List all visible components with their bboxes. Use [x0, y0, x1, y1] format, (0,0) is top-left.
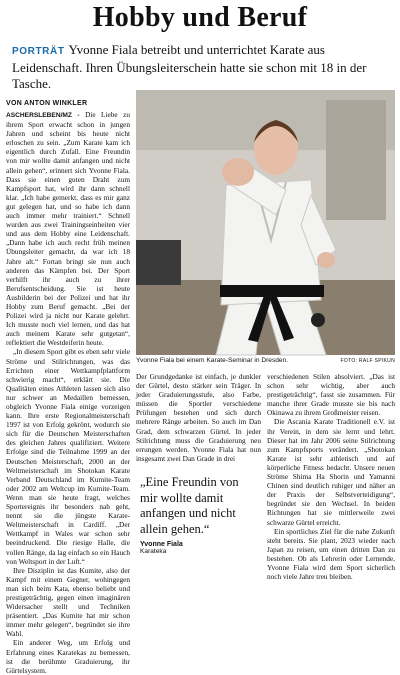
- article-paragraph: Ihre Disziplin ist das Kumite, also der Kampf mit einem Gegner, wohingegen man sich beim Kata, ebenso beliebt und prestigeträchtig, gegen einen imaginären Widersacher stellt und Techniken präsentiert. „Das Kumite hat mir schon immer mehr gelegen“, begründet sie ihre Wahl.: [6, 565, 130, 639]
- headline: Hobby und Beruf: [92, 2, 308, 33]
- lead-paragraph: [12, 42, 388, 92]
- author-byline: VON ANTON WINKLER: [6, 100, 88, 107]
- karateka-illustration: [136, 90, 395, 355]
- article-column-3: [267, 372, 395, 588]
- karate-photo: [136, 90, 395, 355]
- caption-text: Yvonne Fiala bei einem Karate-Seminar in Dresden.: [136, 357, 289, 364]
- photo-caption: [136, 356, 395, 368]
- quote-text: „Eine Freundin von mir wollte damit anfangen und nicht allein gehen.“: [140, 475, 239, 536]
- article-paragraph: Ein anderer Weg, um Erfolg und Erfahrung eines Karatekas zu bemessen, ist die berühmte Graduierung, ihr Gürtelsystem.: [6, 638, 130, 675]
- article-column-1: [6, 110, 131, 675]
- article-paragraph: Ein sportliches Ziel für die nahe Zukunft steht bereits. Sie plant, 2023 wieder nach Japan zu reisen, um einen dritten Dan zu bestehen. Ob als Lehrerin oder Lernende, Yvonne Fiala wird dem Sport sicherlich noch viele Jahre treu bleiben.: [267, 526, 395, 582]
- article-paragraph: „In diesem Sport gibt es eben sehr viele Ströme und Stilrichtungen, was das Errichten einer Wettkampfplattform schwierig macht“, erklärt sie. Die Qualitäten eines Athleten lassen sich also nur schwer an Medaillen bemessen, obgleich Yvonne Fiala einige vorzeigen kann. Ihre erste Regionalmeisterschaft 1997 ist von Erfolg gekrönt, wodurch sie sich für die Deutschen Meisterschaften des gleichen Jahres qualifiziert. Weitere Erfolge sind die Teilnahme 1999 an der Deutschen Meisterschaft, 2000 an der Weltmeisterschaft im Shotokan Karate Verband Deutschland im Kumite-Team oder 2002 am Weltcup im Kumite-Team. Wenn man sie heute fragt, welches Sportereignis ihr besonders nah geht, nennt sie die jüngste Karate-Weltmeisterschaft in Cardiff. „Der Wettkampf in Wales war schon sehr beeindruckend. Die riesige Halle, die vollen Ränge, da lag einfach so ein Hauch von Weltsport in der Luft.“: [6, 347, 130, 566]
- club-patch-icon: [311, 313, 325, 327]
- article-paragraph: Die Ascania Karate Traditionell e.V. ist ihr Verein, in dem sie lernt und lehrt. Dieser hat im Jahr 2006 seine Stilrichtung zum Kampfsports verändert. „Shotokan Karate ist sehr athletisch und auf körperliche Fitness bedacht. Unsere neuen Ströme Shima Ha Shorin und Yamanni Chinen sind deutlich ruhiger und näher an der Praxis der Selbstverteidigung“, begründet sie den Wechsel. In beiden Richtungen hat sie mittlerweile zwei schwarze Gürtel erreicht.: [267, 417, 395, 527]
- quote-name: Yvonne Fiala: [140, 541, 183, 548]
- article-paragraph: ASCHERSLEBEN/MZ - Die Liebe zu ihrem Sport erwacht schon in jungen Jahren und scheint bis heute nicht erloschen zu sein. „Zum Karate kam ich eigentlich durch Zufall. Eine Freundin von mir wollte damit anfangen und nicht allein gehen“, erinnert sich Yvonne Fiala. Dass sie einen guten Draht zum Kampfsport hat, wird ihr dann schnell klar. „Ich habe gemerkt, dass es mir ganz gut gelegen hat, und so habe ich dann auch immer mehr trainiert.“ Schnell wurden aus zwei Trainingseinheiten vier und aus dem Hobby eine Leidenschaft. „Dann habe ich auch recht früh meinen Übungsleiter gemacht, da war ich 18 Jahre alt.“ Fortan bringt sie nun auch anderen das Kämpfen bei. Der Sport verhilft ihr auch zu ihrer Berufsentscheidung. Sie ist heute Ausbilderin bei der Polizei und hat ihr Hobby zum Beruf gemacht. „Bei der Polizei wird ja nicht nur Karate gelehrt. Ich musste noch viel lernen, und das hat auch meinem Karate sehr gutgetan“, reflektiert die Westdeiferin heute.: [6, 110, 131, 348]
- gym-equipment: [136, 240, 181, 285]
- article-paragraph: Der Grundgedanke ist einfach, je dunkler der Gürtel, desto stärker sein Träger. In jeder Graduierungsstufe, also Farbe, müssen die Sportler verschiedene Prüfungen bestehen und sich durch mehrere Ränge arbeiten. So auch im Dan Grad, dem schwarzen Gürtel. In jeder Stilrichtung muss die Graduierung neu errungen werden. Yvonne Fiala hat nun insgesamt zwei Dan Grade in drei: [136, 372, 261, 463]
- fist: [222, 158, 254, 186]
- kicker: PORTRÄT: [12, 46, 65, 57]
- hand: [317, 252, 335, 268]
- quote-role: Karateka: [140, 548, 167, 555]
- gym-window: [326, 100, 386, 220]
- photo-credit: FOTO: RALF SPIKUN: [340, 358, 395, 364]
- dateline: ASCHERSLEBEN/MZ -: [6, 112, 80, 119]
- pull-quote: [140, 475, 255, 555]
- article-paragraph: verschiedenen Stilen absolviert. „Das ist schon sehr wichtig, aber auch prestigeträchtig“, fasst sie zusammen. Für manche ihrer Grade musste sie bis nach Okinawa zu ihrem Großmeister reisen.: [267, 372, 395, 418]
- lead-text: Yvonne Fiala betreibt und unterrichtet Karate aus Leidenschaft. Ihren Übungsleiterschein hatte sie schon mit 18 in der Tasche.: [12, 42, 367, 91]
